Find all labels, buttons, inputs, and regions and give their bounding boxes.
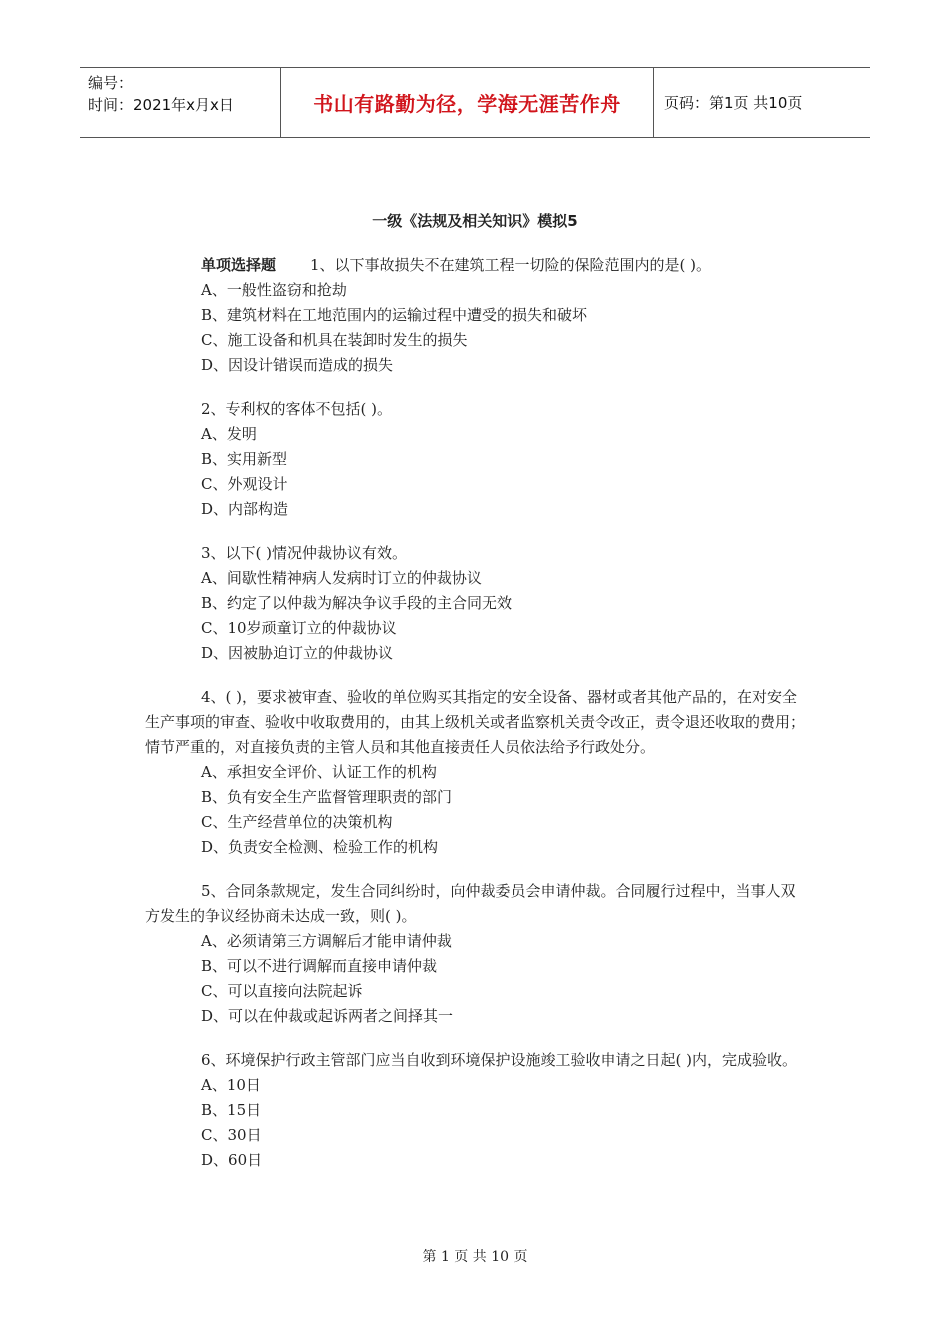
option: A、10日: [201, 1076, 261, 1094]
header-page-info: 页码：第1页 共10页: [664, 94, 803, 112]
option: C、可以直接向法院起诉: [201, 982, 363, 1000]
question-stem: 6、环境保护行政主管部门应当自收到环境保护设施竣工验收申请之日起( )内，完成验收。: [201, 1051, 798, 1069]
question-stem: 5、合同条款规定，发生合同纠纷时，向仲裁委员会申请仲裁。合同履行过程中，当事人双方发生的争议经协商未达成一致，则( )。: [145, 882, 796, 925]
header-motto: 书山有路勤为径，学海无涯苦作舟: [280, 68, 654, 137]
question-stem: 3、以下( )情况仲裁协议有效。: [201, 544, 408, 562]
option: B、实用新型: [201, 450, 288, 468]
option: A、一般性盗窃和抢劫: [201, 281, 347, 299]
option: B、15日: [201, 1101, 262, 1119]
option: D、内部构造: [201, 500, 289, 518]
option: C、30日: [201, 1126, 262, 1144]
option: A、发明: [201, 425, 257, 443]
question-stem: 4、( )，要求被审查、验收的单位购买其指定的安全设备、器材或者其他产品的，在对安全生产事项的审查、验收中收取费用的，由其上级机关或者监察机关责令改正，责令退还收取的费用；情节严重的，对直接负责的主管人员和其他直接责任人员依法给予行政处分。: [145, 688, 806, 756]
question-1: [145, 253, 810, 378]
option: D、60日: [201, 1151, 263, 1169]
question-stem: 单项选择题 1、以下事故损失不在建筑工程一切险的保险范围内的是( )。: [201, 256, 712, 274]
question-5: [145, 879, 810, 1029]
question-6: [145, 1048, 810, 1173]
header-meta: [80, 68, 280, 137]
question-4: [145, 685, 810, 860]
option: A、间歇性精神病人发病时订立的仲裁协议: [201, 569, 482, 587]
option: B、建筑材料在工地范围内的运输过程中遭受的损失和破坏: [201, 306, 588, 324]
section-label: 单项选择题: [201, 256, 277, 274]
question-stem: 2、专利权的客体不包括( )。: [201, 400, 393, 418]
option: B、约定了以仲裁为解决争议手段的主合同无效: [201, 594, 513, 612]
option: D、因设计错误而造成的损失: [201, 356, 394, 374]
option: C、外观设计: [201, 475, 288, 493]
option: D、因被胁迫订立的仲裁协议: [201, 644, 394, 662]
page-footer: 第 1 页 共 10 页: [422, 1249, 528, 1265]
option: D、负责安全检测、检验工作的机构: [201, 838, 439, 856]
option: C、施工设备和机具在装卸时发生的损失: [201, 331, 468, 349]
number-label: 编号：: [88, 74, 134, 92]
time-label: 时间：2021年x月x日: [88, 96, 234, 114]
question-3: [145, 541, 810, 666]
option: C、10岁顽童订立的仲裁协议: [201, 619, 397, 637]
question-2: [145, 397, 810, 522]
option: B、可以不进行调解而直接申请仲裁: [201, 957, 438, 975]
document-title: 一级《法规及相关知识》模拟5: [372, 212, 578, 230]
option: B、负有安全生产监督管理职责的部门: [201, 788, 453, 806]
question-list: [145, 253, 810, 1192]
page-header: [80, 67, 870, 138]
option: D、可以在仲裁或起诉两者之间择其一: [201, 1007, 454, 1025]
option: A、承担安全评价、认证工作的机构: [201, 763, 437, 781]
option: A、必须请第三方调解后才能申请仲裁: [201, 932, 452, 950]
option: C、生产经营单位的决策机构: [201, 813, 393, 831]
